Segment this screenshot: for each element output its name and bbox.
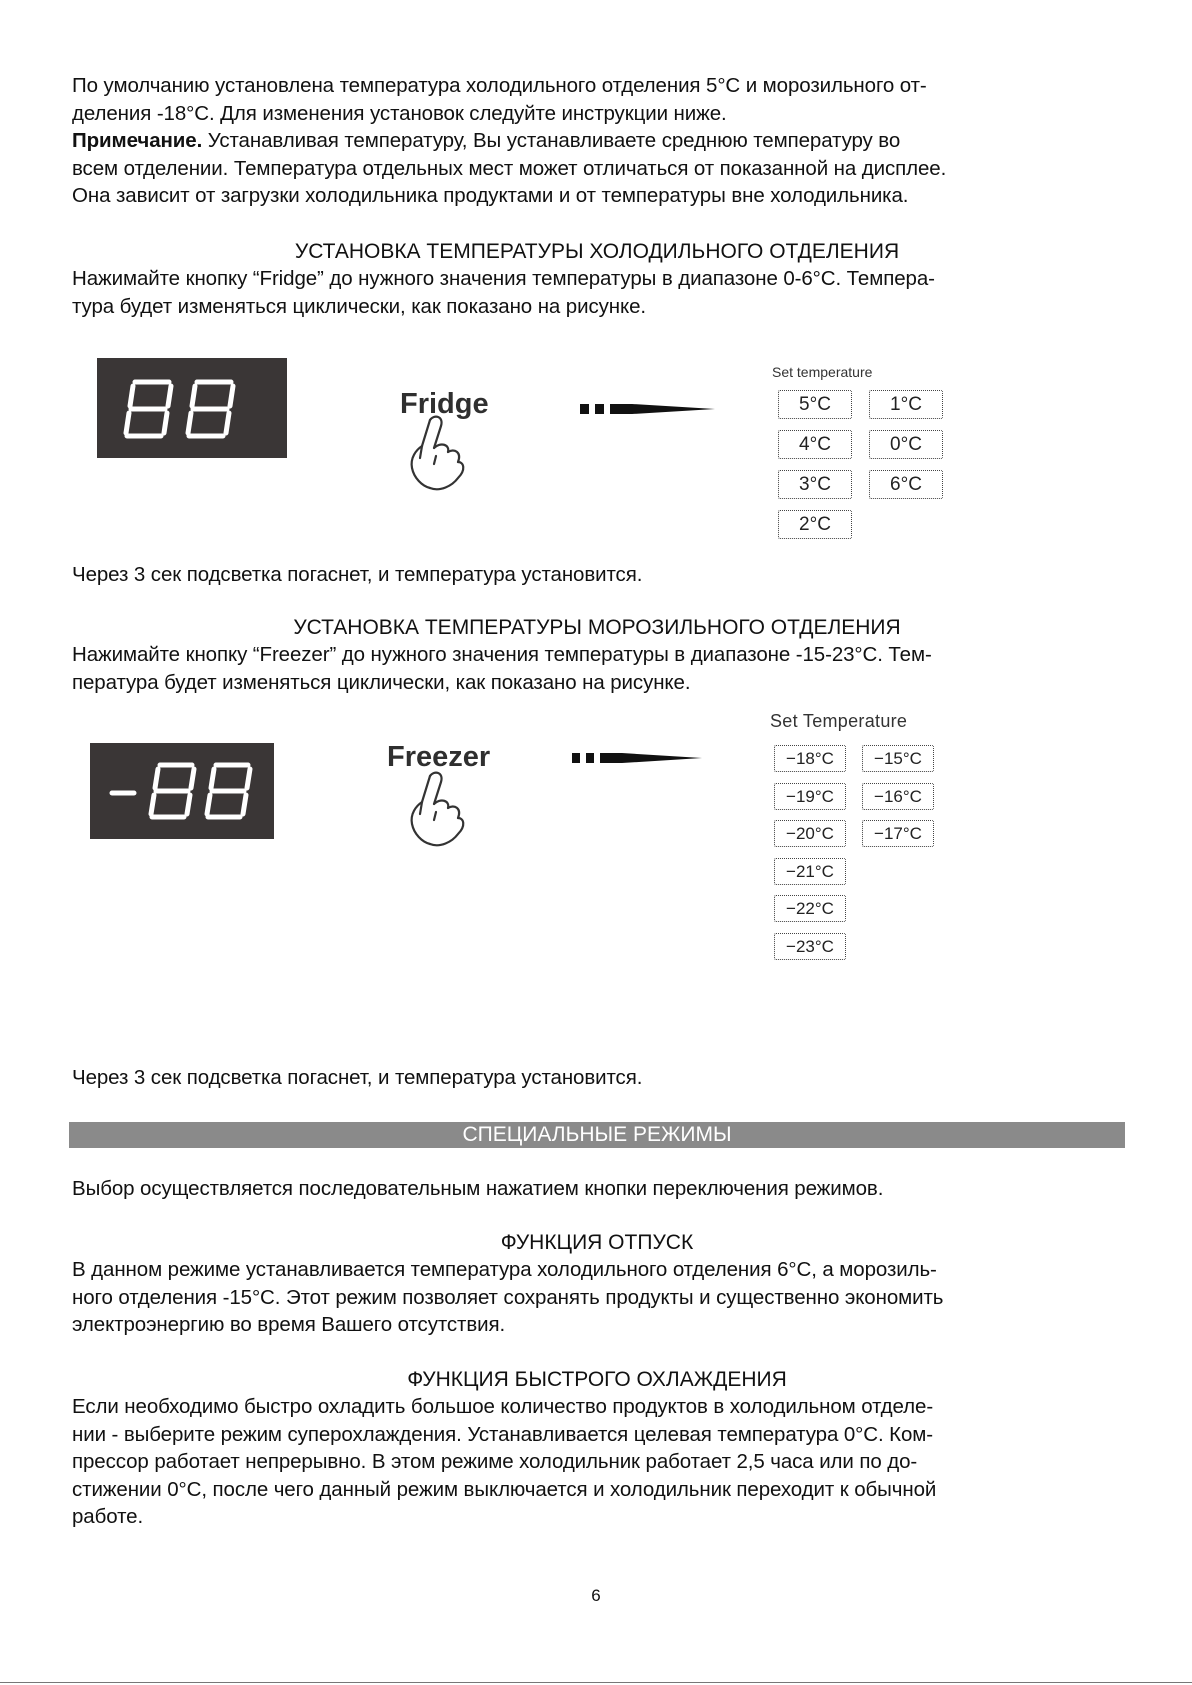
note-line-2: всем отделении. Температура отдельных мест может отличаться от показанной на дисплее. bbox=[72, 156, 947, 180]
fast-cooling-paragraph bbox=[72, 1393, 1122, 1531]
note-text-1: Устанавливая температуру, Вы устанавливаете среднюю температуру во bbox=[202, 129, 901, 152]
special-intro: Выбор осуществляется последовательным нажатием кнопки переключения режимов. bbox=[72, 1177, 884, 1200]
fridge-instructions bbox=[72, 265, 1122, 320]
freezer-set-label: Set Temperature bbox=[770, 711, 908, 731]
freezer-heading: УСТАНОВКА ТЕМПЕРАТУРЫ МОРОЗИЛЬНОГО ОТДЕЛЕНИЯ bbox=[293, 616, 901, 639]
temperature-option: −19°C bbox=[774, 783, 846, 810]
temperature-option: −23°C bbox=[774, 933, 846, 960]
vacation-paragraph bbox=[72, 1256, 1122, 1339]
fridge-line-2: тура будет изменяться циклически, как показано на рисунке. bbox=[72, 294, 646, 318]
freezer-button-label: Freezer bbox=[387, 741, 491, 773]
vacation-line-1: В данном режиме устанавливается температура холодильного отделения 6°C, а морозиль- bbox=[72, 1258, 937, 1281]
fridge-display bbox=[97, 358, 287, 458]
temperature-option: 6°C bbox=[869, 470, 943, 499]
freezer-instructions bbox=[72, 641, 1122, 696]
fridge-heading: УСТАНОВКА ТЕМПЕРАТУРЫ ХОЛОДИЛЬНОГО ОТДЕЛЕНИЯ bbox=[294, 240, 900, 263]
temperature-option: 2°C bbox=[778, 510, 852, 539]
temperature-option: −15°C bbox=[862, 745, 934, 772]
fast-cooling-heading: ФУНКЦИЯ БЫСТРОГО ОХЛАЖДЕНИЯ bbox=[407, 1368, 787, 1391]
fast-line-3: прессор работает непрерывно. В этом режиме холодильник работает 2,5 часа или по до- bbox=[72, 1450, 918, 1473]
temperature-option: 5°C bbox=[778, 390, 852, 419]
fast-line-4: стижении 0°C, после чего данный режим выключается и холодильник переходит к обычной bbox=[72, 1477, 937, 1501]
page-bottom-rule bbox=[0, 1682, 1192, 1683]
temperature-option: 3°C bbox=[778, 470, 852, 499]
temperature-option: 4°C bbox=[778, 430, 852, 459]
fridge-set-label: Set temperature bbox=[772, 364, 873, 380]
fast-line-1: Если необходимо быстро охладить большое количество продуктов в холодильном отделе- bbox=[72, 1395, 934, 1418]
intro-paragraph bbox=[72, 72, 1122, 210]
fridge-button-label: Fridge bbox=[400, 388, 489, 420]
temperature-option: 1°C bbox=[869, 390, 943, 419]
fast-line-5: работе. bbox=[72, 1505, 144, 1528]
temperature-option: −16°C bbox=[862, 783, 934, 810]
dashed-arrow-icon bbox=[580, 398, 715, 420]
pressing-hand-icon bbox=[400, 412, 472, 494]
vacation-line-3: электроэнергию во время Вашего отсутствия. bbox=[72, 1313, 506, 1336]
note-line-3: Она зависит от загрузки холодильника продуктами и от температуры вне холодильника. bbox=[72, 184, 909, 207]
section-band-special-modes: СПЕЦИАЛЬНЫЕ РЕЖИМЫ bbox=[69, 1122, 1125, 1148]
temperature-option: 0°C bbox=[869, 430, 943, 459]
fridge-line-1: Нажимайте кнопку “Fridge” до нужного значения температуры в диапазоне 0-6°C. Темпера- bbox=[72, 267, 935, 290]
page-number: 6 bbox=[591, 1586, 601, 1605]
temperature-option: −20°C bbox=[774, 820, 846, 847]
fast-line-2: нии - выберите режим суперохлаждения. Устанавливается целевая температура 0°C. Ком- bbox=[72, 1422, 933, 1446]
temperature-option: −22°C bbox=[774, 895, 846, 922]
freezer-after-text: Через 3 сек подсветка погаснет, и температура установится. bbox=[72, 1066, 643, 1089]
temperature-option: −18°C bbox=[774, 745, 846, 772]
freezer-line-2: пература будет изменяться циклически, как показано на рисунке. bbox=[72, 670, 691, 694]
seven-segment-minus-88-icon bbox=[90, 743, 274, 839]
freezer-display bbox=[90, 743, 274, 839]
temperature-option: −17°C bbox=[862, 820, 934, 847]
temperature-option: −21°C bbox=[774, 858, 846, 885]
intro-line-2: деления -18°C. Для изменения установок следуйте инструкции ниже. bbox=[72, 101, 727, 125]
dashed-arrow-icon bbox=[572, 748, 702, 768]
fridge-after-text: Через 3 сек подсветка погаснет, и температура установится. bbox=[72, 563, 643, 586]
intro-line-1: По умолчанию установлена температура холодильного отделения 5°C и морозильного от- bbox=[72, 74, 927, 97]
vacation-heading: ФУНКЦИЯ ОТПУСК bbox=[500, 1231, 694, 1254]
note-line-1 bbox=[72, 127, 1122, 155]
freezer-line-1: Нажимайте кнопку “Freezer” до нужного значения температуры в диапазоне -15-23°C. Тем- bbox=[72, 643, 932, 666]
seven-segment-88-icon bbox=[97, 358, 287, 458]
note-label: Примечание. bbox=[72, 129, 203, 152]
vacation-line-2: ного отделения -15°C. Этот режим позволяет сохранять продукты и существенно экономить bbox=[72, 1285, 944, 1309]
pressing-hand-icon bbox=[400, 768, 472, 850]
